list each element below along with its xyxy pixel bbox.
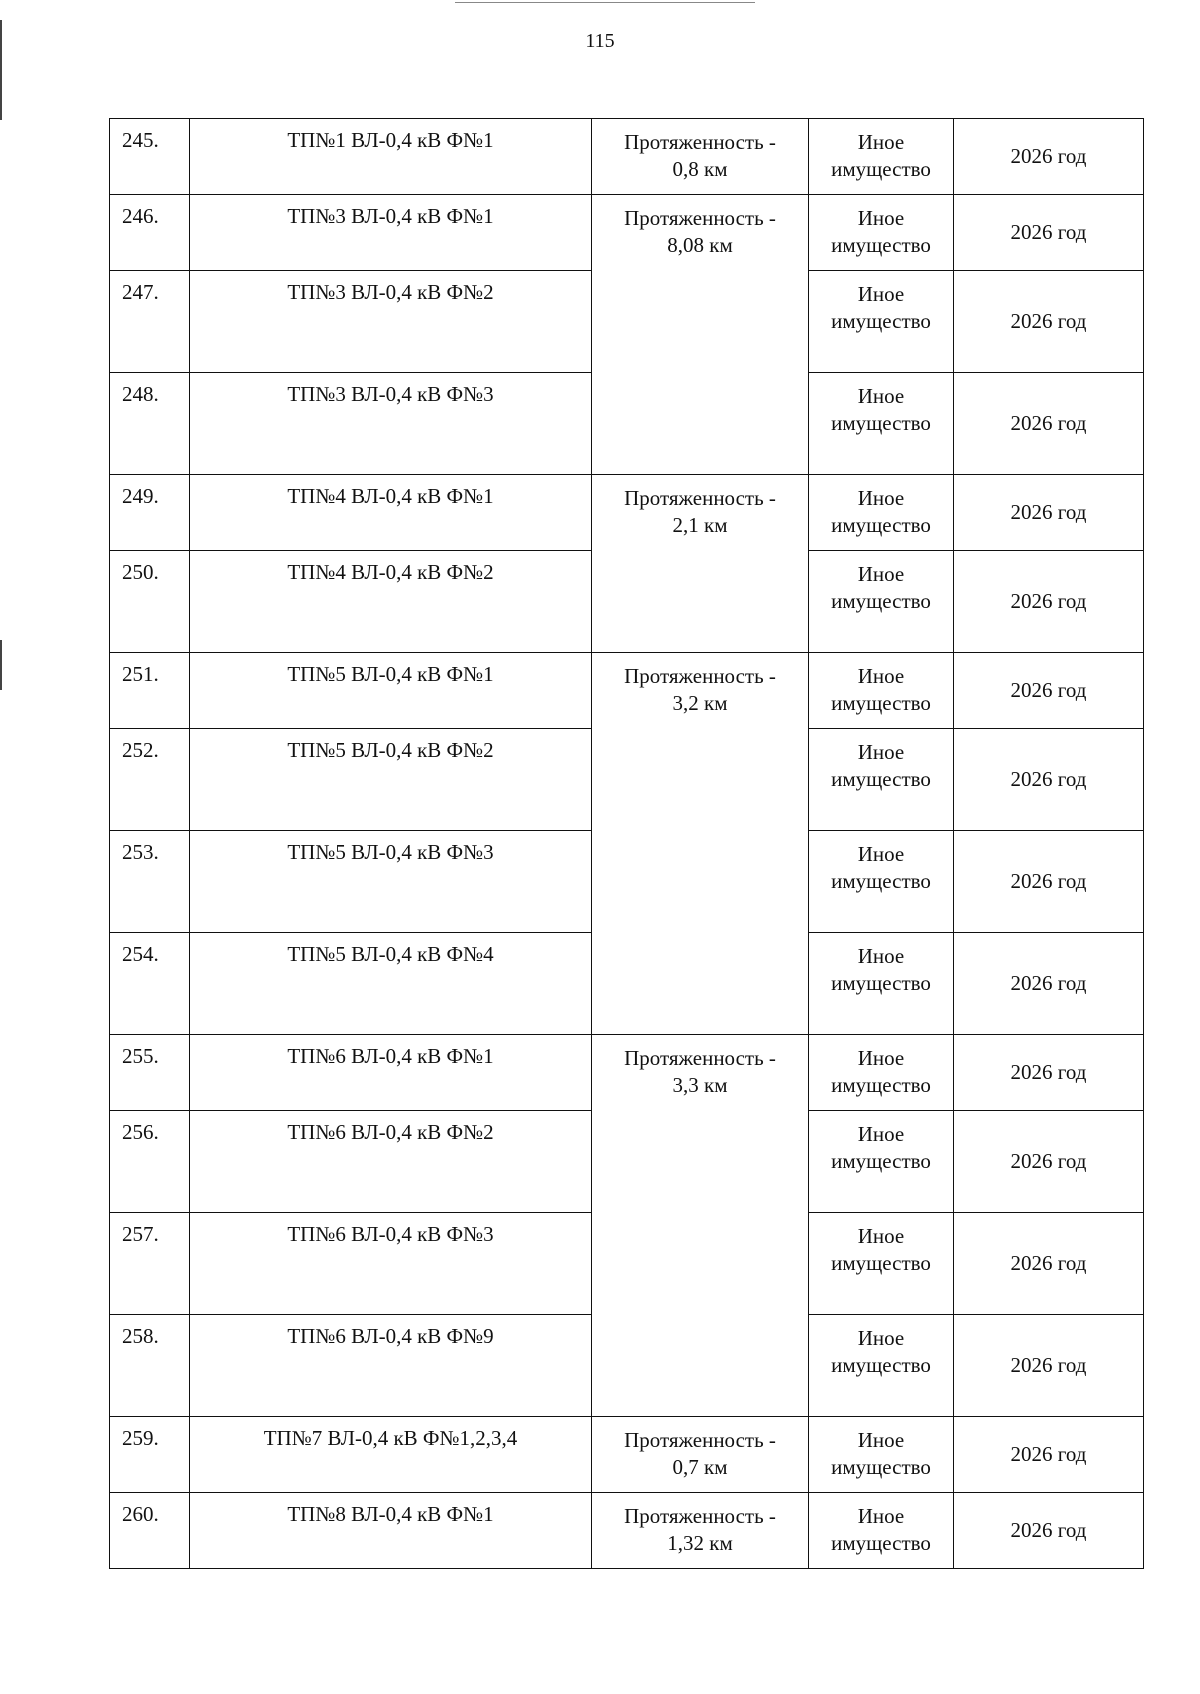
row-number: 255. bbox=[110, 1035, 190, 1111]
year-cell: 2026 год bbox=[954, 653, 1144, 729]
object-name: ТП№5 ВЛ-0,4 кВ Ф№3 bbox=[190, 831, 592, 933]
property-type-line: Иное bbox=[857, 740, 905, 764]
property-type-line: Иное bbox=[857, 664, 905, 688]
property-type bbox=[809, 475, 954, 551]
length-label: Протяженность - bbox=[624, 130, 776, 154]
object-name: ТП№3 ВЛ-0,4 кВ Ф№1 bbox=[190, 195, 592, 271]
object-name: ТП№7 ВЛ-0,4 кВ Ф№1,2,3,4 bbox=[190, 1417, 592, 1493]
object-name: ТП№5 ВЛ-0,4 кВ Ф№4 bbox=[190, 933, 592, 1035]
table-row bbox=[110, 1417, 1144, 1493]
table-row bbox=[110, 1035, 1144, 1111]
length-value: 1,32 км bbox=[667, 1531, 733, 1555]
object-name: ТП№8 ВЛ-0,4 кВ Ф№1 bbox=[190, 1493, 592, 1569]
year-cell: 2026 год bbox=[954, 475, 1144, 551]
length-value: 3,2 км bbox=[672, 691, 728, 715]
property-type bbox=[809, 1035, 954, 1111]
row-number: 246. bbox=[110, 195, 190, 271]
length-value: 8,08 км bbox=[667, 233, 733, 257]
property-type bbox=[809, 1417, 954, 1493]
property-type-line: Иное bbox=[857, 206, 905, 230]
property-type-line: Иное bbox=[857, 282, 905, 306]
row-number: 253. bbox=[110, 831, 190, 933]
row-number: 256. bbox=[110, 1111, 190, 1213]
row-number: 248. bbox=[110, 373, 190, 475]
year-cell: 2026 год bbox=[954, 1417, 1144, 1493]
length-label: Протяженность - bbox=[624, 1504, 776, 1528]
object-name: ТП№3 ВЛ-0,4 кВ Ф№3 bbox=[190, 373, 592, 475]
length-label: Протяженность - bbox=[624, 1428, 776, 1452]
table-row bbox=[110, 195, 1144, 271]
row-number: 252. bbox=[110, 729, 190, 831]
property-type bbox=[809, 271, 954, 373]
length-value: 2,1 км bbox=[672, 513, 728, 537]
length-label: Протяженность - bbox=[624, 1046, 776, 1070]
property-type-line: имущество bbox=[831, 869, 931, 893]
object-name: ТП№5 ВЛ-0,4 кВ Ф№2 bbox=[190, 729, 592, 831]
table-row bbox=[110, 653, 1144, 729]
property-type-line: Иное bbox=[857, 1224, 905, 1248]
property-type-line: имущество bbox=[831, 1073, 931, 1097]
object-name: ТП№3 ВЛ-0,4 кВ Ф№2 bbox=[190, 271, 592, 373]
year-cell: 2026 год bbox=[954, 1315, 1144, 1417]
length-label: Протяженность - bbox=[624, 206, 776, 230]
length-cell bbox=[592, 653, 809, 1035]
row-number: 249. bbox=[110, 475, 190, 551]
object-name: ТП№4 ВЛ-0,4 кВ Ф№1 bbox=[190, 475, 592, 551]
object-name: ТП№4 ВЛ-0,4 кВ Ф№2 bbox=[190, 551, 592, 653]
property-type-line: Иное bbox=[857, 1428, 905, 1452]
property-table bbox=[109, 118, 1144, 1569]
property-type bbox=[809, 551, 954, 653]
property-type bbox=[809, 729, 954, 831]
property-type bbox=[809, 1315, 954, 1417]
year-cell: 2026 год bbox=[954, 1213, 1144, 1315]
length-cell bbox=[592, 1035, 809, 1417]
property-type bbox=[809, 831, 954, 933]
year-cell: 2026 год bbox=[954, 551, 1144, 653]
table-row bbox=[110, 1493, 1144, 1569]
year-cell: 2026 год bbox=[954, 1111, 1144, 1213]
row-number: 250. bbox=[110, 551, 190, 653]
property-type bbox=[809, 933, 954, 1035]
property-type bbox=[809, 1111, 954, 1213]
object-name: ТП№1 ВЛ-0,4 кВ Ф№1 bbox=[190, 119, 592, 195]
row-number: 245. bbox=[110, 119, 190, 195]
property-type-line: имущество bbox=[831, 309, 931, 333]
table-row bbox=[110, 119, 1144, 195]
object-name: ТП№6 ВЛ-0,4 кВ Ф№3 bbox=[190, 1213, 592, 1315]
row-number: 257. bbox=[110, 1213, 190, 1315]
table-row bbox=[110, 475, 1144, 551]
year-cell: 2026 год bbox=[954, 195, 1144, 271]
length-cell bbox=[592, 1493, 809, 1569]
length-cell bbox=[592, 119, 809, 195]
property-type-line: имущество bbox=[831, 971, 931, 995]
property-type-line: имущество bbox=[831, 1531, 931, 1555]
property-type-line: имущество bbox=[831, 767, 931, 791]
year-cell: 2026 год bbox=[954, 933, 1144, 1035]
length-cell bbox=[592, 195, 809, 475]
object-name: ТП№6 ВЛ-0,4 кВ Ф№1 bbox=[190, 1035, 592, 1111]
property-type bbox=[809, 1493, 954, 1569]
length-cell bbox=[592, 1417, 809, 1493]
object-name: ТП№6 ВЛ-0,4 кВ Ф№9 bbox=[190, 1315, 592, 1417]
property-type-line: Иное bbox=[857, 384, 905, 408]
year-cell: 2026 год bbox=[954, 729, 1144, 831]
property-type-line: имущество bbox=[831, 1251, 931, 1275]
year-cell: 2026 год bbox=[954, 1035, 1144, 1111]
row-number: 258. bbox=[110, 1315, 190, 1417]
year-cell: 2026 год bbox=[954, 831, 1144, 933]
property-type-line: имущество bbox=[831, 1149, 931, 1173]
row-number: 259. bbox=[110, 1417, 190, 1493]
property-type-line: имущество bbox=[831, 691, 931, 715]
property-type-line: Иное bbox=[857, 486, 905, 510]
property-type-line: имущество bbox=[831, 1353, 931, 1377]
property-type bbox=[809, 373, 954, 475]
property-type bbox=[809, 653, 954, 729]
property-type-line: Иное bbox=[857, 562, 905, 586]
property-type-line: Иное bbox=[857, 130, 905, 154]
year-cell: 2026 год bbox=[954, 1493, 1144, 1569]
property-type-line: имущество bbox=[831, 233, 931, 257]
length-label: Протяженность - bbox=[624, 486, 776, 510]
property-type-line: Иное bbox=[857, 842, 905, 866]
property-type-line: имущество bbox=[831, 589, 931, 613]
row-number: 251. bbox=[110, 653, 190, 729]
property-type-line: имущество bbox=[831, 513, 931, 537]
property-type-line: Иное bbox=[857, 1046, 905, 1070]
property-type bbox=[809, 1213, 954, 1315]
property-type bbox=[809, 195, 954, 271]
row-number: 254. bbox=[110, 933, 190, 1035]
property-type-line: Иное bbox=[857, 1504, 905, 1528]
property-type-line: имущество bbox=[831, 411, 931, 435]
year-cell: 2026 год bbox=[954, 119, 1144, 195]
scan-artifact-left bbox=[0, 640, 2, 690]
page-number: 115 bbox=[585, 30, 615, 52]
year-cell: 2026 год bbox=[954, 271, 1144, 373]
length-value: 0,8 км bbox=[672, 157, 728, 181]
property-type-line: Иное bbox=[857, 1122, 905, 1146]
property-type-line: Иное bbox=[857, 1326, 905, 1350]
property-type-line: имущество bbox=[831, 157, 931, 181]
row-number: 260. bbox=[110, 1493, 190, 1569]
property-type bbox=[809, 119, 954, 195]
scan-artifact-top bbox=[455, 2, 755, 3]
row-number: 247. bbox=[110, 271, 190, 373]
year-cell: 2026 год bbox=[954, 373, 1144, 475]
length-cell bbox=[592, 475, 809, 653]
property-type-line: имущество bbox=[831, 1455, 931, 1479]
object-name: ТП№6 ВЛ-0,4 кВ Ф№2 bbox=[190, 1111, 592, 1213]
property-type-line: Иное bbox=[857, 944, 905, 968]
length-value: 3,3 км bbox=[672, 1073, 728, 1097]
length-value: 0,7 км bbox=[672, 1455, 728, 1479]
length-label: Протяженность - bbox=[624, 664, 776, 688]
object-name: ТП№5 ВЛ-0,4 кВ Ф№1 bbox=[190, 653, 592, 729]
